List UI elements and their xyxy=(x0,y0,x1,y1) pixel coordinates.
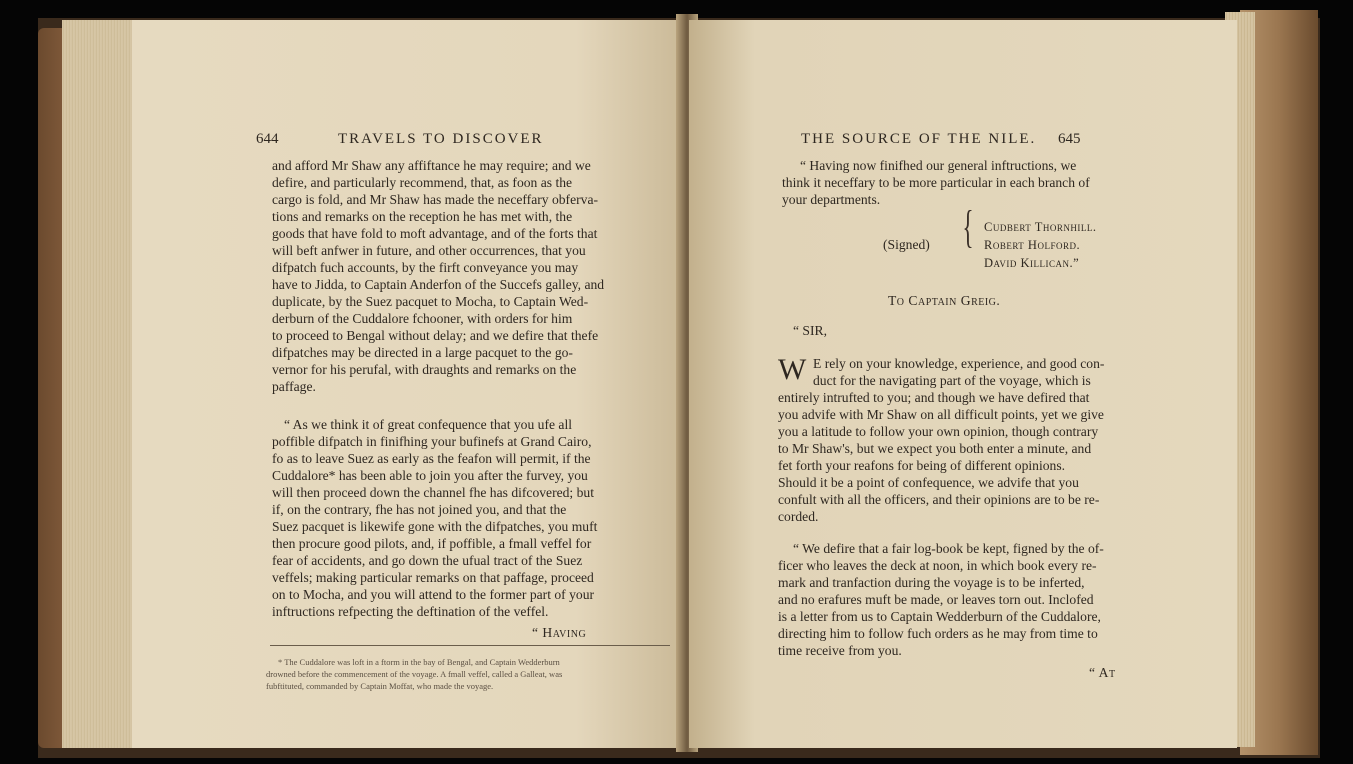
text-line: E rely on your knowledge, experience, and good con- xyxy=(813,356,1105,371)
text-line: Should it be a point of confequence, we advife that you xyxy=(778,475,1079,490)
text-line: Cuddalore* has been able to join you after the furvey, you xyxy=(272,468,588,483)
text-line: directing him to follow fuch orders as he may from time to xyxy=(778,626,1098,641)
left-page xyxy=(132,20,687,748)
text-line: derburn of the Cuddalore fchooner, with orders for him xyxy=(272,311,573,326)
drop-cap: W xyxy=(778,353,807,386)
text-line: “ We defire that a fair log-book be kept, figned by the of- xyxy=(793,541,1104,556)
text-line: mark and tranfaction during the voyage is to be inferted, xyxy=(778,575,1085,590)
text-line: is a letter from us to Captain Wedderburn of the Cuddalore, xyxy=(778,609,1101,624)
text-line: cargo is fold, and Mr Shaw has made the neceffary obferva- xyxy=(272,192,599,207)
text-line: fet forth your reafons for being of different opinions. xyxy=(778,458,1066,473)
text-line: you a latitude to follow your own opinion, though contrary xyxy=(778,424,1099,439)
right-page xyxy=(689,20,1237,748)
text-line: corded. xyxy=(778,509,819,524)
right-running-head: THE SOURCE OF THE NILE. xyxy=(801,131,1037,147)
signatory: David Killican.” xyxy=(984,256,1080,270)
left-running-head: TRAVELS TO DISCOVER xyxy=(338,131,544,147)
text-line: difpatch fuch accounts, by the firft conveyance you may xyxy=(272,260,579,275)
text-line: tions and remarks on the reception he has met with, the xyxy=(272,209,573,224)
text-line: fo as to leave Suez as early as the feafon will permit, if the xyxy=(272,451,591,466)
text-line: will beft anfwer in future, and other occurrences, that you xyxy=(272,243,586,258)
text-line: to Mr Shaw's, but we expect you both enter a minute, and xyxy=(778,441,1092,456)
footnote-line: drowned before the commencement of the voyage. A fmall veffel, called a Galleat, was xyxy=(266,669,563,679)
text-line: and afford Mr Shaw any affiftance he may require; and we xyxy=(272,158,591,173)
text-line: confult with all the officers, and their opinions are to be re- xyxy=(778,492,1100,507)
text-line: “ As we think it of great confequence that you ufe all xyxy=(284,417,573,432)
text-line: defire, and particularly recommend, that, as foon as the xyxy=(272,175,573,190)
text-line: poffible difpatch in finifhing your bufinefs at Grand Cairo, xyxy=(272,434,592,449)
letter-address: To Captain Greig. xyxy=(888,293,1001,308)
text-line: time receive from you. xyxy=(778,643,902,658)
text-line: Suez pacquet is likewife gone with the difpatches, you muft xyxy=(272,519,598,534)
text-line: have to Jidda, to Captain Anderfon of the Succefs galley, and xyxy=(272,277,605,292)
text-line: goods that have fold to moft advantage, and of the forts that xyxy=(272,226,598,241)
text-line: inftructions refpecting the deftination of the veffel. xyxy=(272,604,549,619)
text-line: entirely intrufted to you; and though we have defired that xyxy=(778,390,1090,405)
left-catchword: “ Having xyxy=(532,625,587,640)
text-line: “ Having now finifhed our general inftructions, we xyxy=(800,158,1077,173)
text-line: then procure good pilots, and, if poffible, a fmall veffel for xyxy=(272,536,592,551)
right-folio: 645 xyxy=(1058,131,1081,147)
footnote-line: * The Cuddalore was loft in a ftorm in the bay of Bengal, and Captain Wedderburn xyxy=(278,657,560,667)
text-line: vernor for his perufal, with draughts and remarks on the xyxy=(272,362,577,377)
text-line: on to Mocha, and you will attend to the former part of your xyxy=(272,587,595,602)
signatory: Robert Holford. xyxy=(984,238,1081,252)
text-line: will then proceed down the channel fhe has difcovered; but xyxy=(272,485,594,500)
text-line: your departments. xyxy=(782,192,881,207)
text-line: you advife with Mr Shaw on all difficult points, yet we give xyxy=(778,407,1104,422)
text-line: ficer who leaves the deck at noon, in which book every re- xyxy=(778,558,1097,573)
signed-label: (Signed) xyxy=(883,237,930,252)
right-catchword: “ At xyxy=(1089,665,1116,680)
text-line: duct for the navigating part of the voyage, which is xyxy=(813,373,1091,388)
footnote-rule xyxy=(270,645,670,646)
text-line: think it neceffary to be more particular in each branch of xyxy=(782,175,1090,190)
text-line: difpatches may be directed in a large pacquet to the go- xyxy=(272,345,573,360)
text-line: if, on the contrary, fhe has not joined you, and that the xyxy=(272,502,567,517)
text-line: paffage. xyxy=(272,379,316,394)
signatory: Cudbert Thornhill. xyxy=(984,220,1097,234)
left-page-edges xyxy=(62,20,142,748)
text-line: fear of accidents, and go down the ufual tract of the Suez xyxy=(272,553,583,568)
signatory-brace: { xyxy=(962,201,974,252)
text-line: veffels; making particular remarks on that paffage, proceed xyxy=(272,570,594,585)
text-line: and no erafures muft be made, or leaves torn out. Inclofed xyxy=(778,592,1094,607)
letter-salutation: “ SIR, xyxy=(793,323,827,338)
left-folio: 644 xyxy=(256,131,279,147)
footnote-line: fubftituted, commanded by Captain Moffat, who made the voyage. xyxy=(266,681,494,691)
text-line: to proceed to Bengal without delay; and we defire that thefe xyxy=(272,328,599,343)
text-line: duplicate, by the Suez pacquet to Mocha, to Captain Wed- xyxy=(272,294,589,309)
